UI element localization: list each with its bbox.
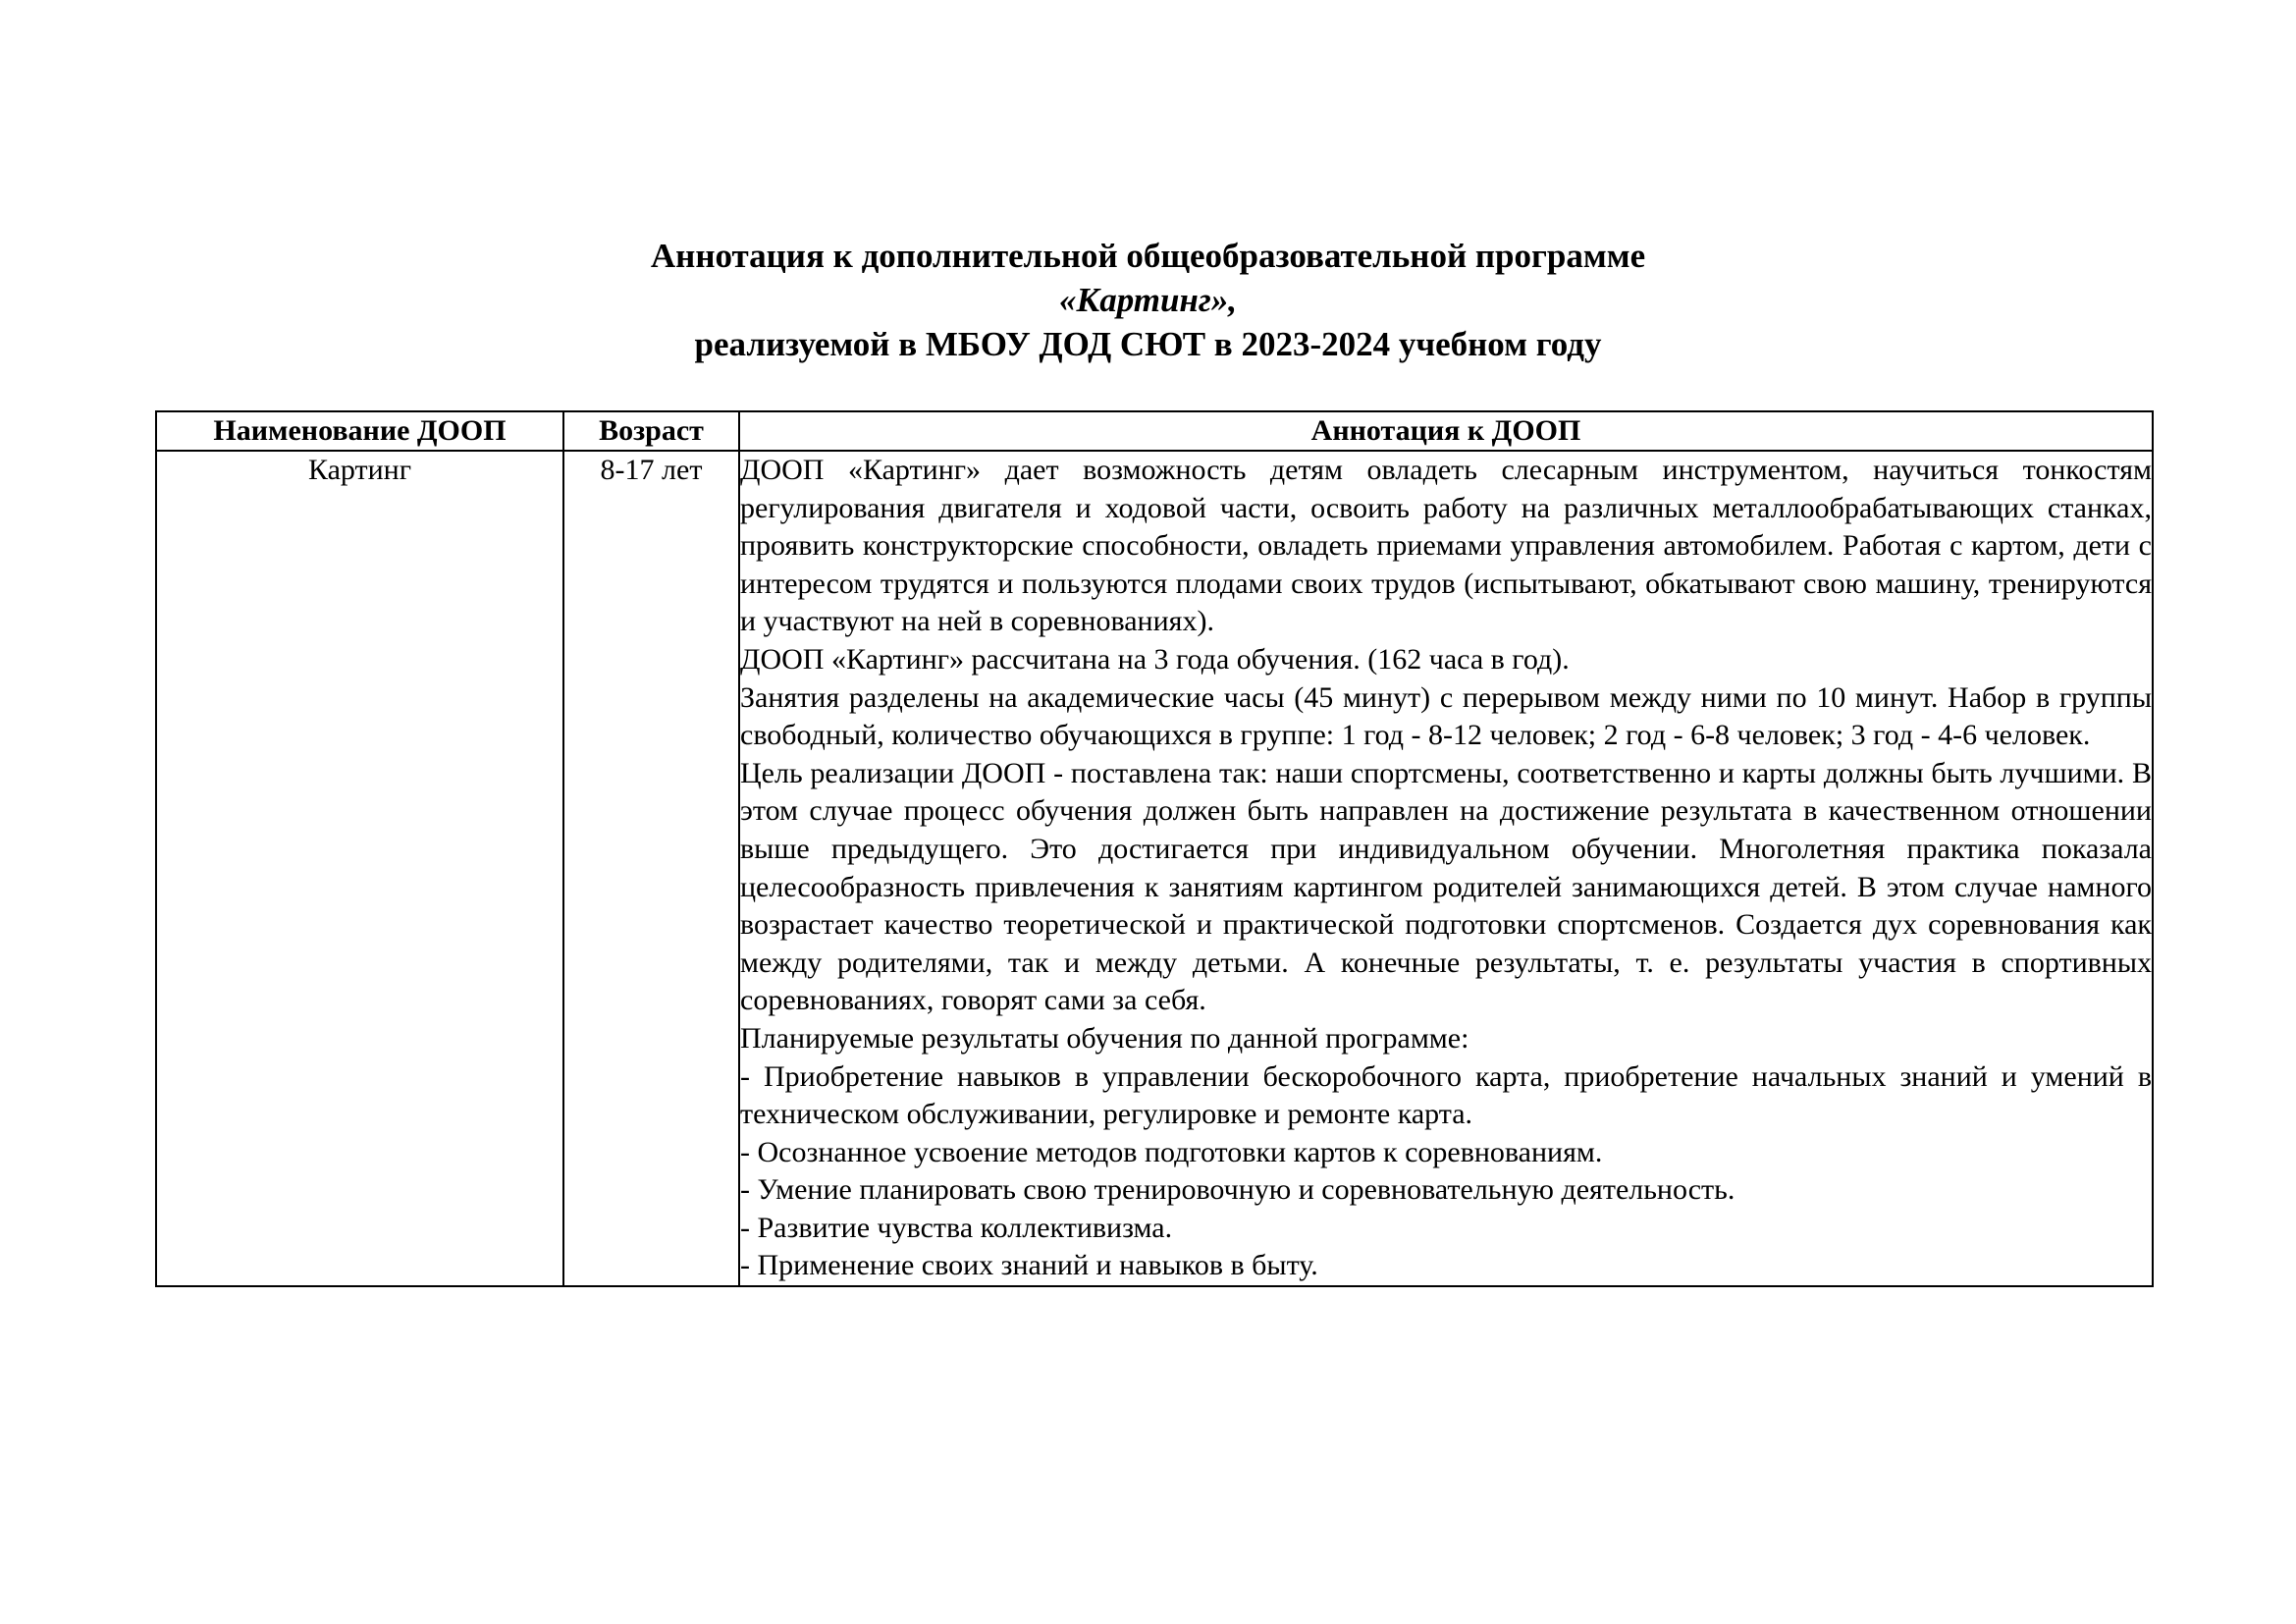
annotation-list-item: - Умение планировать свою тренировочную и соревновательную деятельность. xyxy=(740,1173,1735,1207)
program-annotation-cell xyxy=(739,451,2153,1286)
annotation-paragraph: Цель реализации ДООП - поставлена так: наши спортсмены, соответственно и карты должны быть лучшими. В этом случае процесс обучения должен быть направлен на достижение результата в качественном отношении выше предыдущего. Это достигается при индивидуальном обучении. Многолетняя практика показала целесообразность привлечения к занятиям картингом родителей занимающихся детей. В этом случае намного возрастает качество теоретической и практической подготовки спортсменов. Создается дух соревнования как между родителями, так и между детьми. А конечные результаты, т. е. результаты участия в спортивных соревнованиях, говорят сами за себя. xyxy=(740,756,2152,1017)
annotation-list-item: - Применение своих знаний и навыков в быту. xyxy=(740,1249,1318,1282)
annotation-list-item: - Осознанное усвоение методов подготовки картов к соревнованиям. xyxy=(740,1135,1603,1168)
annotation-paragraph: ДООП «Картинг» дает возможность детям овладеть слесарным инструментом, научиться тонкостям регулирования двигателя и ходовой части, освоить работу на различных металлообрабатывающих станках, проявить конструкторские способности, овладеть приемами управления автомобилем. Работая с картом, дети с интересом трудятся и пользуются плодами своих трудов (испытывают, обкатывают свою машину, тренируются и участвуют на ней в соревнованиях). xyxy=(740,454,2152,638)
annotation-paragraph: Планируемые результаты обучения по данной программе: xyxy=(740,1021,1469,1055)
title-line-1: Аннотация к дополнительной общеобразовательной программе xyxy=(650,237,1646,275)
header-name: Наименование ДООП xyxy=(156,411,563,451)
document-title xyxy=(0,234,2296,366)
annotation-list-item: - Развитие чувства коллективизма. xyxy=(740,1211,1173,1244)
annotation-list-item: - Приобретение навыков в управлении бескоробочного карта, приобретение начальных знаний и умений в техническом обслуживании, регулировке и ремонте карта. xyxy=(740,1059,2152,1131)
annotation-paragraph: ДООП «Картинг» рассчитана на 3 года обучения. (162 часа в год). xyxy=(740,642,1570,676)
title-line-2: «Картинг», xyxy=(1058,281,1238,319)
table-header-row xyxy=(156,411,2153,451)
title-line-3: реализуемой в МБОУ ДОД СЮТ в 2023-2024 учебном году xyxy=(694,325,1602,363)
header-age: Возраст xyxy=(563,411,739,451)
annotation-paragraph: Занятия разделены на академические часы (45 минут) с перерывом между ними по 10 минут. Набор в группы свободный, количество обучающихся в группе: 1 год - 8-12 человек; 2 год - 6-8 человек; 3 год - 4-6 человек. xyxy=(740,680,2152,752)
doop-table xyxy=(155,410,2154,1287)
table-row xyxy=(156,451,2153,1286)
program-age-cell: 8-17 лет xyxy=(563,451,739,1286)
header-annotation: Аннотация к ДООП xyxy=(739,411,2153,451)
program-name-cell: Картинг xyxy=(156,451,563,1286)
